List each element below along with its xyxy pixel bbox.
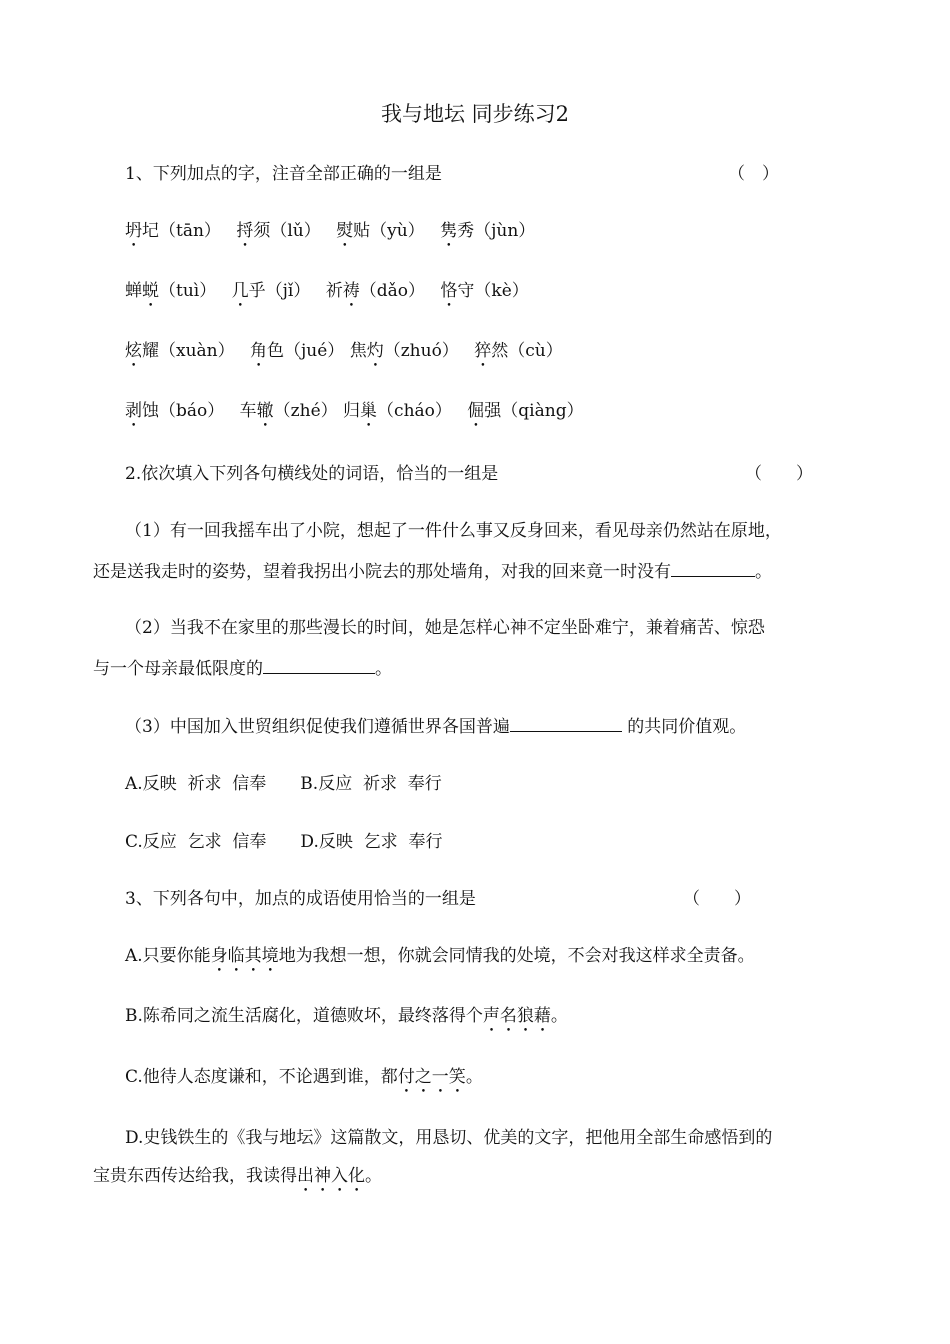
pinyin-item: 坍圮（tān） — [125, 221, 221, 241]
question-1-option-row — [125, 280, 529, 311]
question-3-answer-paren: （ ） — [683, 889, 751, 909]
pinyin-item: 焦灼（zhuó） — [349, 341, 459, 361]
option-a: A.反映 祈求 信奉 — [125, 774, 267, 794]
question-1-option-row — [125, 220, 535, 251]
option-b: B.反应 祈求 奉行 — [300, 774, 442, 794]
question-2-sentence-2: （2）当我不在家里的那些漫长的时间，她是怎样心神不定坐卧难宁，兼着痛苦、惊恐 — [125, 618, 765, 638]
dotted-idiom: 身临其境 — [210, 946, 279, 966]
question-2-options-cd — [125, 831, 442, 853]
question-3-option-d-cont: 宝贵东西传达给我，我读得出神入化。 — [93, 1166, 382, 1186]
question-3-option-d: D.史钱铁生的《我与地坛》这篇散文，用恳切、优美的文字，把他用全部生命感悟到的 — [125, 1128, 773, 1148]
fill-blank — [671, 560, 755, 577]
option-d: D.反映 乞求 奉行 — [300, 832, 443, 852]
pinyin-item: 捋须（lǔ） — [236, 221, 321, 241]
question-2-sentence-1: （1）有一回我摇车出了小院，想起了一件什么事又反身回来，看见母亲仍然站在原地， — [125, 521, 782, 541]
question-2-stem: 2.依次填入下列各句横线处的词语，恰当的一组是 — [125, 464, 499, 484]
question-1-stem: 1、下列加点的字，注音全部正确的一组是 — [125, 164, 442, 184]
question-2-sentence-3: （3）中国加入世贸组织促使我们遵循世界各国普遍 的共同价值观。 — [125, 717, 747, 737]
fill-blank — [263, 657, 375, 674]
question-1-option-row — [125, 340, 563, 371]
pinyin-item: 熨贴（yù） — [336, 221, 425, 241]
pinyin-item: 恪守（kè） — [440, 281, 529, 301]
question-2-answer-paren: （ ） — [745, 464, 813, 484]
fill-blank — [510, 715, 622, 732]
pinyin-item: 炫耀（xuàn） — [125, 341, 235, 361]
question-2-sentence-1-cont: 还是送我走时的姿势，望着我拐出小院去的那处墙角，对我的回来竟一时没有 。 — [93, 562, 772, 582]
question-3-option-b: B.陈希同之流生活腐化，道德败坏，最终落得个声名狼藉。 — [125, 1006, 568, 1026]
pinyin-item: 倔强（qiàng） — [467, 401, 584, 421]
question-2-options-ab — [125, 773, 442, 795]
pinyin-item: 几乎（jǐ） — [231, 281, 311, 301]
pinyin-item: 剥蚀（báo） — [125, 401, 225, 421]
question-1-option-row — [125, 400, 584, 431]
pinyin-item: 猝然（cù） — [474, 341, 563, 361]
question-3-option-a: A.只要你能身临其境地为我想一想，你就会同情我的处境，不会对我这样求全责备。 — [125, 946, 755, 966]
question-2-sentence-2-cont: 与一个母亲最低限度的 。 — [93, 659, 392, 679]
pinyin-item: 车辙（zhé） — [239, 401, 338, 421]
dotted-idiom: 声名狼藉 — [482, 1006, 551, 1026]
page-title: 我与地坛 同步练习2 — [380, 102, 570, 126]
question-3-stem: 3、下列各句中，加点的成语使用恰当的一组是 — [125, 889, 476, 909]
option-c: C.反应 乞求 信奉 — [125, 832, 267, 852]
question-3-option-c: C.他待人态度谦和，不论遇到谁，都付之一笑。 — [125, 1067, 483, 1087]
dotted-idiom: 出神入化 — [297, 1166, 365, 1186]
pinyin-item: 隽秀（jùn） — [440, 221, 536, 241]
dotted-idiom: 付之一笑 — [397, 1067, 466, 1087]
pinyin-item: 角色（jué） — [250, 341, 345, 361]
pinyin-item: 祈祷（dǎo） — [325, 281, 426, 301]
pinyin-item: 蝉蜕（tuì） — [125, 281, 217, 301]
question-1-answer-paren: （ ） — [728, 164, 779, 184]
pinyin-item: 归巢（cháo） — [343, 401, 452, 421]
